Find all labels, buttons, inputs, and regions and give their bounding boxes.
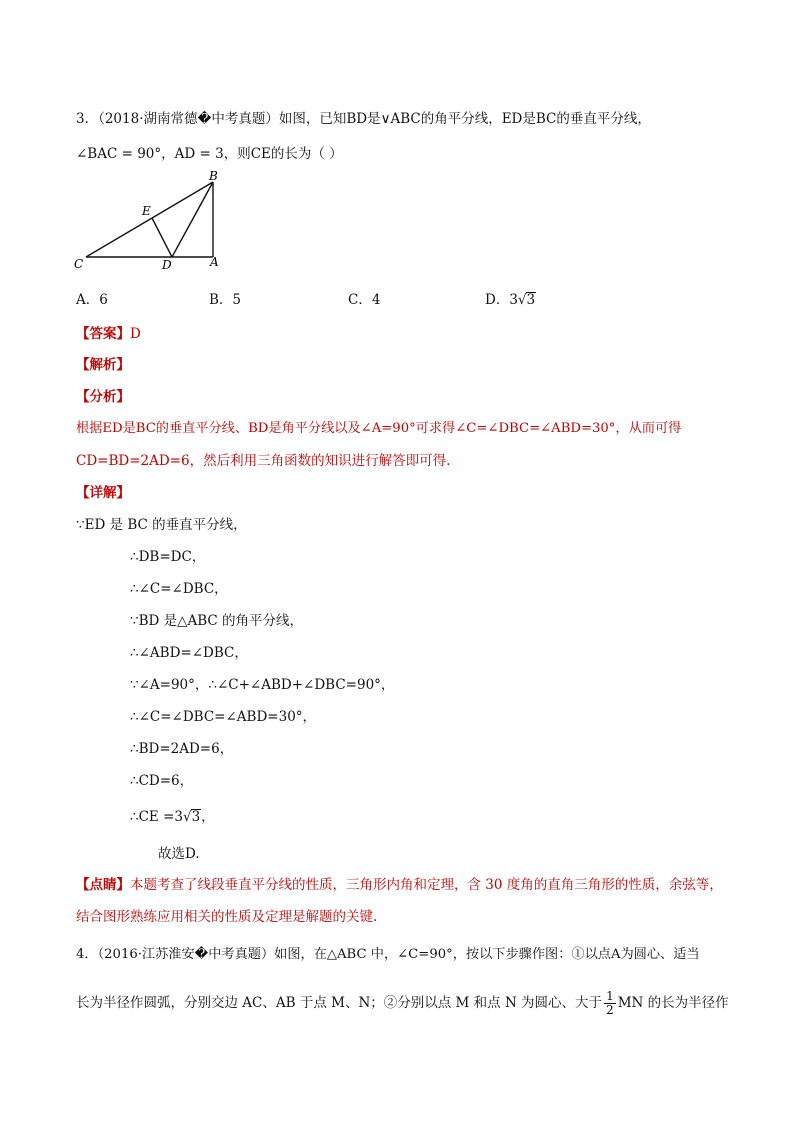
analysis-line (76, 356, 130, 374)
proof-step-1: ∴DB=DC， (130, 549, 206, 565)
option-b: B．5 (209, 292, 242, 308)
proof-step-7: ∴BD=2AD=6， (130, 741, 234, 757)
dianjing-text-1: 本题考查了线段垂直平分线的性质，三角形内角和定理，含 30 度角的直角三角形的性质，余弦等， (130, 877, 723, 893)
option-d-prefix: D．3 (485, 292, 518, 308)
answer-label: 【答案】 (76, 326, 130, 342)
fraction-numerator: 1 (606, 989, 614, 1003)
dianjing-label: 【点睛】 (76, 877, 130, 893)
proof-step-8: ∴CD=6， (130, 773, 194, 789)
option-d-radicand: 3 (526, 292, 536, 308)
dianjing-line2: 结合图形熟练应用相关的性质及定理是解题的关键. (76, 909, 378, 925)
q4-line2 (76, 990, 729, 1017)
answer-value: D (130, 326, 141, 342)
sqrt-sign: √ (182, 809, 192, 825)
q4-line2-b: MN 的长为半径作 (617, 995, 729, 1011)
proof-step-6: ∴∠C=∠DBC=∠ABD=30°， (130, 709, 317, 725)
fenxi-text-line2: CD=BD=2AD=6，然后利用三角函数的知识进行解答即可得. (76, 453, 451, 469)
option-d (485, 288, 536, 308)
segment-bd (172, 182, 213, 257)
segment-cb (86, 182, 213, 257)
detail-label: 【详解】 (76, 485, 130, 501)
proof-step-5: ∵∠A=90°，∴∠C+∠ABD+∠DBC=90°， (130, 677, 395, 693)
fenxi-line (76, 388, 130, 406)
fenxi-label: 【分析】 (76, 389, 130, 405)
segment-ed (152, 218, 172, 257)
detail-line (76, 484, 130, 502)
proof-step-2: ∴∠C=∠DBC， (130, 581, 228, 597)
label-a: A (210, 255, 219, 269)
proof-step-ce (130, 808, 215, 826)
dianjing-line1 (76, 876, 723, 894)
option-a: A．6 (76, 292, 108, 308)
ce-suffix: ， (201, 809, 215, 825)
q3-triangle-figure (70, 168, 240, 278)
option-c: C．4 (348, 292, 381, 308)
q4-line1: 4．（2016·江苏淮安�中考真题）如图，在△ABC 中，∠C=90°，按以下步骤作图：①以点A为圆心、适当 (76, 947, 700, 962)
proof-step-4: ∴∠ABD=∠DBC， (130, 645, 248, 661)
answer-line (76, 325, 141, 343)
label-e: E (142, 204, 151, 218)
ce-radicand: 3 (191, 809, 201, 825)
fenxi-text-line1: 根据ED是BC的垂直平分线、BD是角平分线以及∠A=90°可求得∠C=∠DBC=∠ABD=30°，从而可得 (76, 421, 682, 436)
label-b: B (209, 169, 218, 183)
q3-stem-line1: 3．（2018·湖南常德�中考真题）如图，已知BD是∨ABC的角平分线，ED是BC的垂直平分线， (76, 111, 651, 127)
ce-prefix: ∴CE =3 (130, 809, 183, 825)
fraction-denominator: 2 (606, 1003, 614, 1017)
label-c: C (74, 257, 84, 271)
analysis-label: 【解析】 (76, 357, 130, 373)
conclusion: 故选D. (158, 846, 200, 862)
proof-step-3: ∵BD 是△ABC 的角平分线， (130, 613, 304, 629)
q3-stem-line2: ∠BAC = 90°，AD = 3，则CE的长为（ ） (76, 146, 343, 162)
detail-line0: ∵ED 是 BC 的垂直平分线， (76, 517, 247, 533)
q4-line2-a: 长为半径作圆弧，分别交边 AC、AB 于点 M、N；②分别以点 M 和点 N 为圆心、大于 (76, 995, 603, 1011)
fraction-one-half (604, 990, 616, 1017)
label-d: D (162, 258, 172, 272)
sqrt-sign: √ (517, 292, 527, 308)
